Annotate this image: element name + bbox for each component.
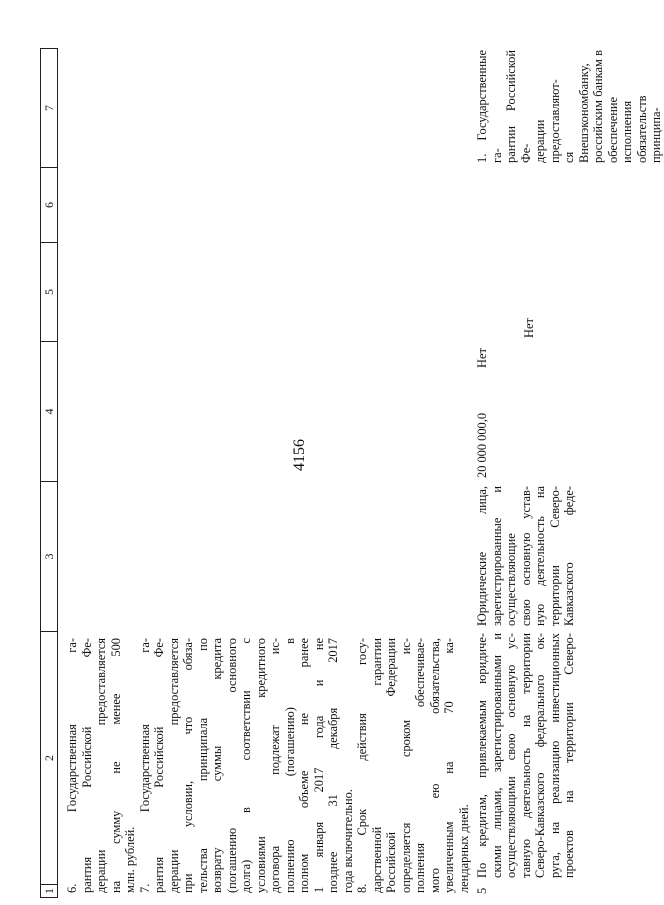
text-line: условиями кредитного	[253, 638, 268, 893]
text-line: долга) в соответствии с	[239, 638, 253, 893]
text-line: обязательств принципа-	[634, 95, 663, 163]
text-line: при условии, что обяза-	[181, 638, 195, 893]
row2-col5-value: Нет	[475, 348, 489, 368]
text-line: По кредитам, привлекаемым юридиче-	[475, 633, 489, 878]
header-col-6: 6	[41, 167, 57, 242]
text-line: осуществляющие	[504, 533, 518, 626]
rotated-table	[40, 48, 663, 898]
text-line: дерации предоставляется	[94, 638, 108, 893]
text-line: осуществляющими свою основную ус-	[504, 633, 518, 878]
text-line: возврату суммы кредита	[210, 638, 224, 893]
text-line: договора подлежат ис-	[268, 638, 282, 893]
header-col-1: 1	[41, 884, 57, 897]
text-line: рантия Российской Фе-	[152, 638, 166, 893]
header-col-4: 4	[41, 341, 57, 481]
header-col-2: 2	[41, 631, 57, 884]
row2-col6-value: Нет	[522, 318, 536, 338]
text-line: определяется сроком ис-	[398, 638, 413, 893]
text-line: лендарных дней.	[456, 804, 471, 893]
text-line: 7. Государственная га-	[137, 638, 152, 893]
text-line: тавную деятельность на территории	[518, 633, 533, 878]
text-line: 1 января 2017 года и не	[311, 638, 326, 893]
text-line: Российской Федерации	[384, 638, 398, 893]
text-line: ся Внешэкономбанку,	[562, 63, 591, 163]
text-line: мого ею обязательства,	[427, 638, 442, 893]
header-col-5: 5	[41, 242, 57, 341]
text-line: 8. Срок действия госу-	[355, 638, 369, 893]
text-line: дерации предоставляется	[166, 638, 181, 893]
header-col-3: 3	[41, 481, 57, 631]
text-line: рантия Российской Фе-	[79, 638, 94, 893]
text-line: обеспечение исполнения	[605, 97, 634, 163]
row2-col4-amount: 20 000 000,0	[475, 412, 489, 478]
text-line: руга, на реализацию инвестиционных	[547, 633, 562, 878]
page-number: 4156	[291, 439, 308, 471]
text-line: полном объеме не ранее	[297, 638, 311, 893]
text-line: дарственной гарантии	[369, 638, 384, 893]
text-line: млн. рублей.	[123, 826, 137, 893]
text-line: полнения обеспечивае-	[413, 638, 427, 893]
text-line: Северо-Кавказского федерального ок-	[533, 633, 547, 878]
text-line: Кавказского феде-	[562, 486, 576, 626]
text-line: (погашению основного	[224, 638, 239, 893]
text-line: тельства принципала по	[195, 638, 210, 893]
text-line: свою основную устав-	[518, 486, 533, 626]
text-line: зарегистрированные и	[489, 486, 504, 626]
row1-col7-conditions	[65, 638, 471, 893]
row2-col2-description	[475, 633, 577, 878]
text-line: дерации предоставляют-	[533, 79, 562, 163]
text-line: года включительно.	[340, 789, 355, 893]
text-line: скими лицами, зарегистрированными и	[489, 633, 504, 878]
text-line: полнению (погашению) в	[282, 638, 297, 893]
text-line: проектов на территории Северо-	[562, 633, 576, 878]
text-line: на сумму не менее 500	[108, 638, 123, 893]
text-line: позднее 31 декабря 2017	[326, 638, 340, 893]
text-line: Юридические лица,	[475, 486, 489, 626]
text-line: увеличенным на 70 ка-	[442, 638, 456, 893]
text-line: российским банкам в	[591, 50, 605, 163]
row2-col3-principals	[475, 486, 577, 626]
row2-col7-conditions	[475, 50, 664, 163]
text-line: 6. Государственная га-	[65, 638, 79, 893]
text-line: ную деятельность на	[533, 486, 547, 626]
table-header-row	[40, 48, 58, 898]
text-line: территории Северо-	[547, 486, 562, 626]
row2-col1-number: 5	[475, 887, 489, 894]
text-line: 1. Государственные га-	[475, 50, 504, 163]
text-line: рантии Российской Фе-	[504, 50, 533, 163]
header-col-7: 7	[42, 105, 56, 111]
